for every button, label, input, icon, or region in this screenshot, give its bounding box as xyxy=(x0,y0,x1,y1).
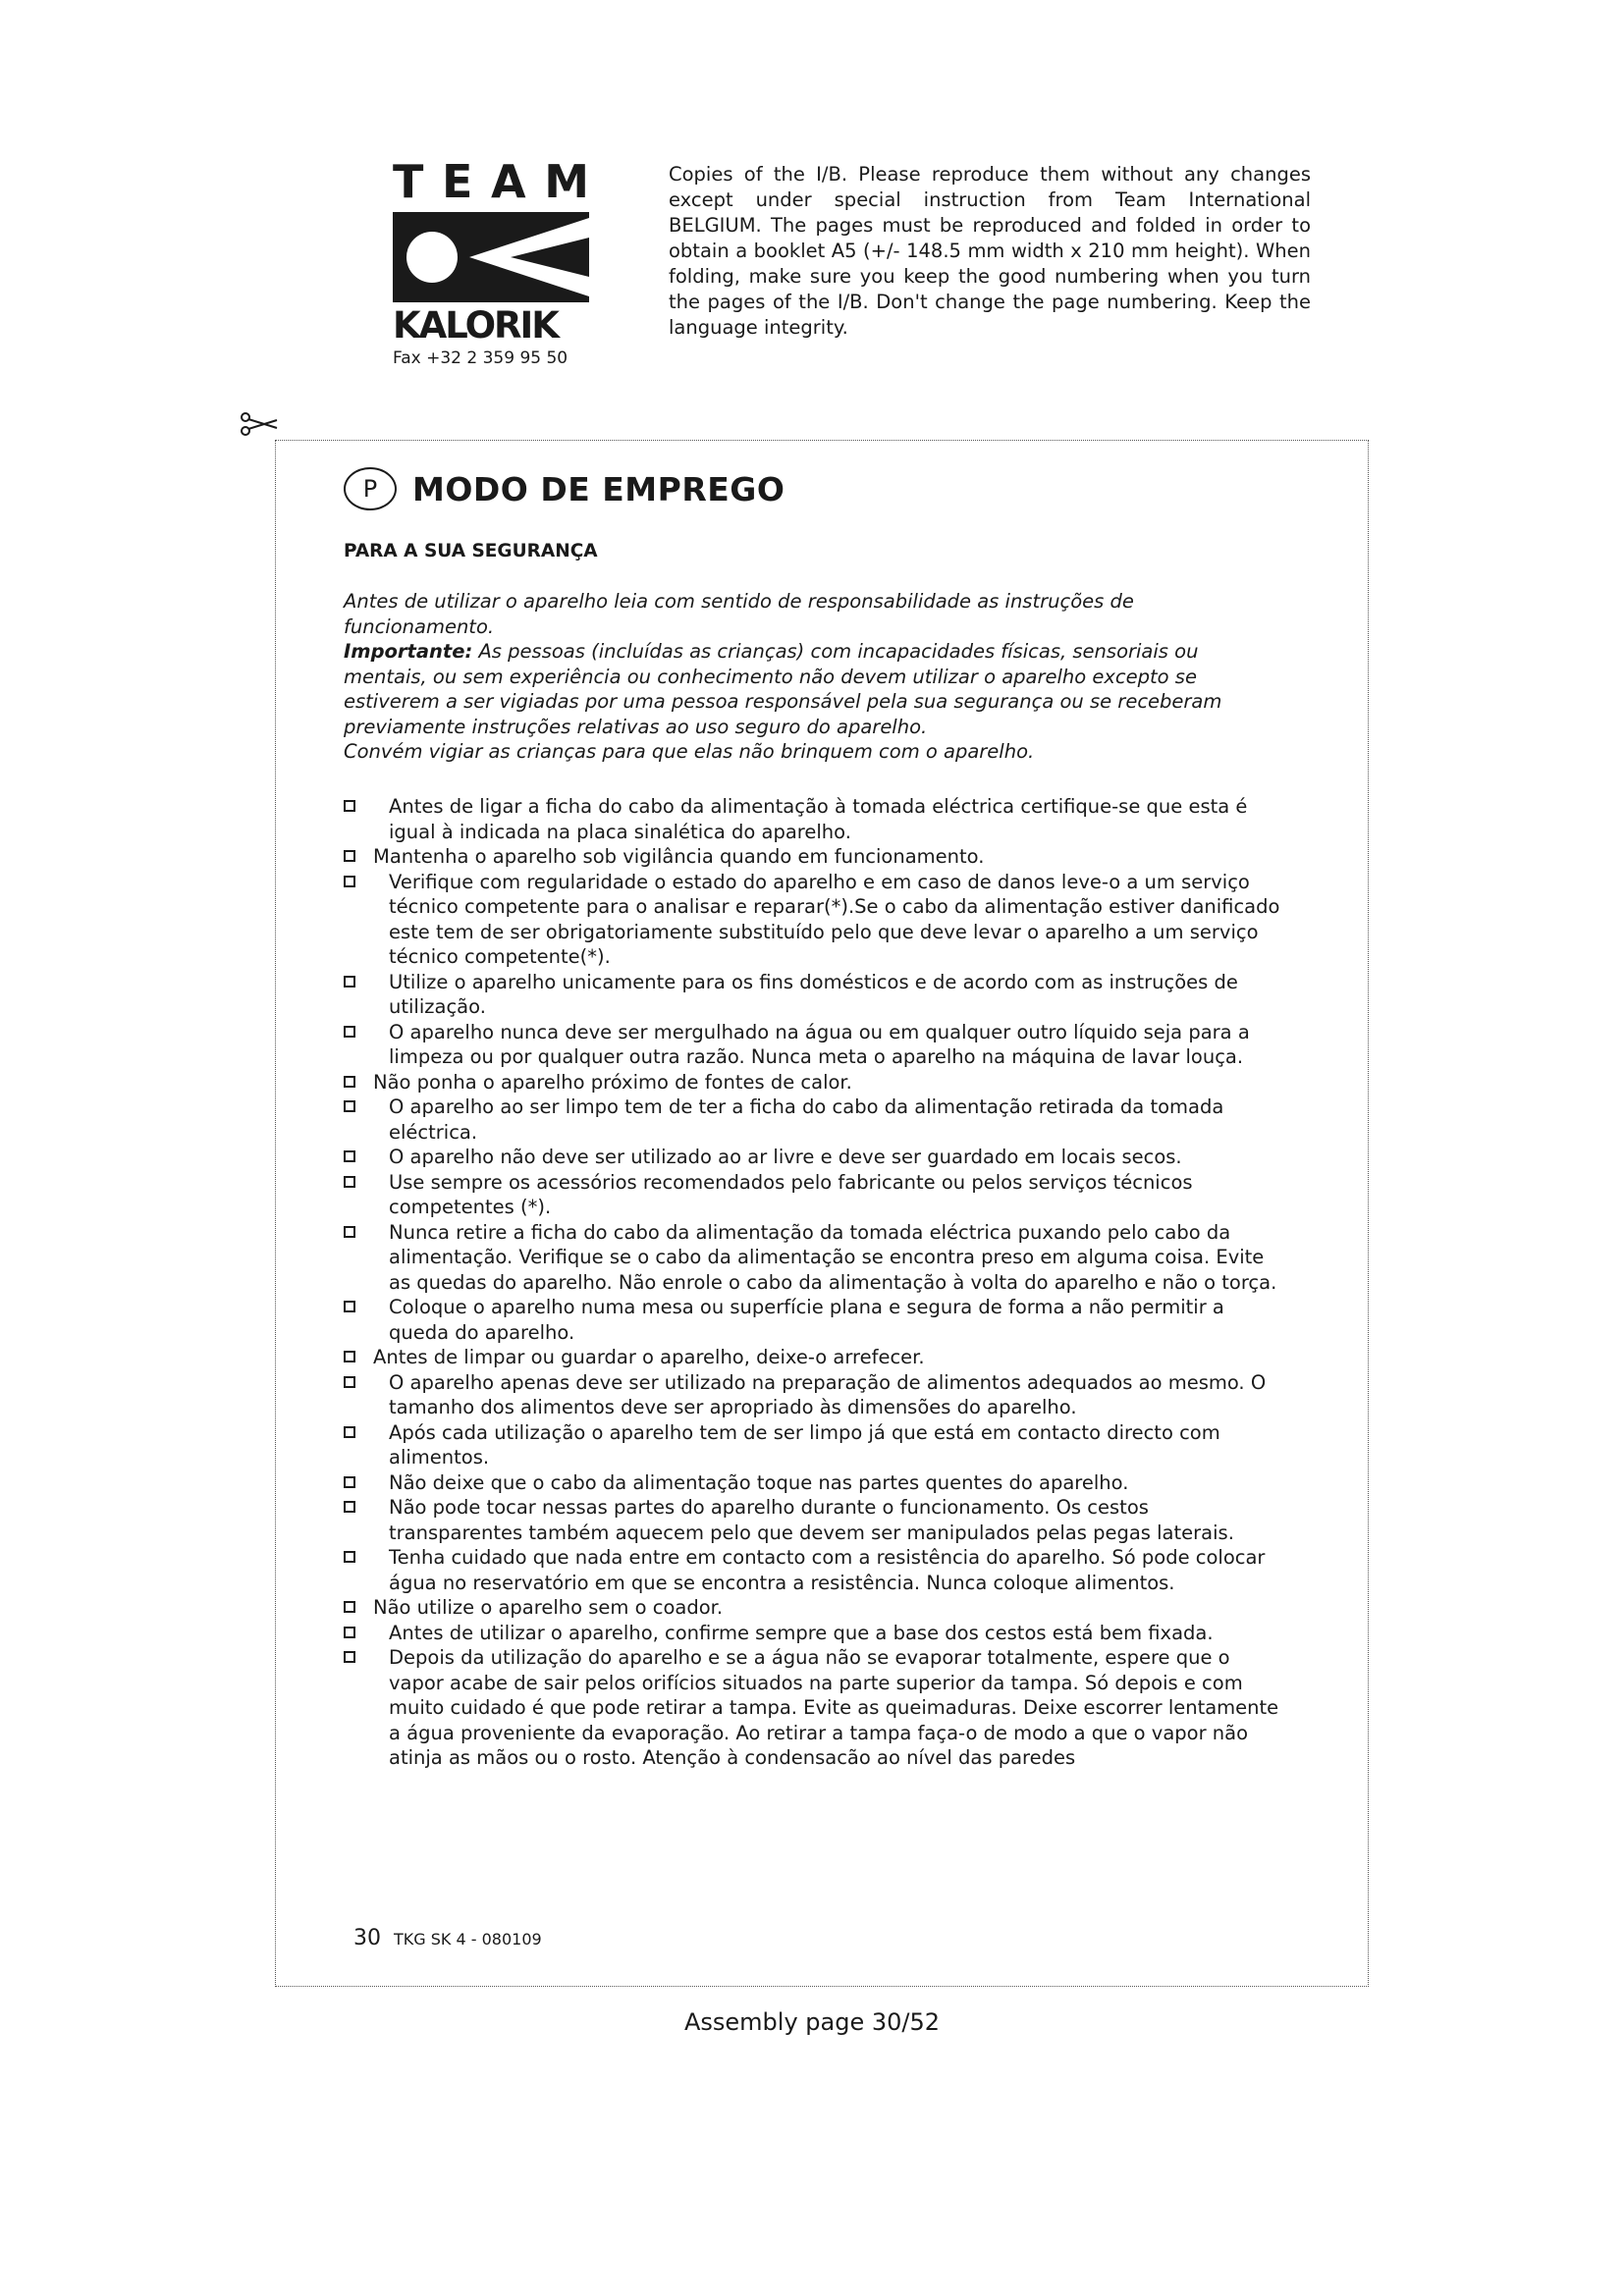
scissors-icon xyxy=(240,412,279,436)
safety-rule xyxy=(344,844,1286,870)
safety-rule-text: Antes de utilizar o aparelho, confirme sempre que a base dos cestos está bem fixada. xyxy=(389,1621,1214,1644)
safety-rule-text: Depois da utilização do aparelho e se a água não se evaporar totalmente, espere que o vapor acabe de sair pelos orifícios situados na parte superior da tampa. Só depois e com muito cuidado é que pode retirar a tampa. Evite as queimaduras. Deixe escorrer lentamente a água proveniente da evaporação. Ao retirar a tampa faça-o de modo a que o vapor não atinja as mãos ou o rosto. Atenção à condensacão ao nível das paredes xyxy=(389,1646,1279,1769)
checkbox-bullet-icon xyxy=(344,1601,355,1613)
page-number: 30 xyxy=(353,1926,381,1950)
team-letter: T xyxy=(393,155,424,208)
safety-rule-text: Não ponha o aparelho próximo de fontes de calor. xyxy=(373,1070,852,1094)
safety-rule-text: O aparelho apenas deve ser utilizado na preparação de alimentos adequados ao mesmo. O tamanho dos alimentos deve ser apropriado às dimensões do aparelho. xyxy=(389,1370,1267,1418)
checkbox-bullet-icon xyxy=(344,1551,355,1563)
safety-rule xyxy=(344,794,1286,844)
safety-rule xyxy=(344,1145,1286,1170)
important-paragraph xyxy=(344,639,1286,739)
safety-rule-text: Tenha cuidado que nada entre em contacto com a resistência do aparelho. Só pode colocar água no reservatório em que se encontra a resistência. Nunca coloque alimentos. xyxy=(389,1546,1266,1594)
checkbox-bullet-icon xyxy=(344,1176,355,1188)
team-letter: A xyxy=(491,155,526,208)
safety-rule xyxy=(344,1495,1286,1545)
safety-rule xyxy=(344,1370,1286,1420)
assembly-page-label: Assembly page 30/52 xyxy=(683,2008,941,2036)
fax-number: Fax +32 2 359 95 50 xyxy=(393,348,568,368)
team-wordmark xyxy=(393,155,589,208)
team-kalorik-logo xyxy=(393,155,601,369)
checkbox-bullet-icon xyxy=(344,1351,355,1362)
safety-rule xyxy=(344,1095,1286,1145)
copy-instructions: Copies of the I/B. Please reproduce them without any changes except under special instruction from Team International BELGIUM. The pages must be reproduced and folded in order to obtain a booklet A5 (+/- 148.5 mm width x 210 mm height). When folding, make sure you keep the good numbering when you turn the pages of the I/B. Don't change the page numbering. Keep the language integrity. xyxy=(669,163,1311,339)
team-letter: M xyxy=(544,155,589,208)
checkbox-bullet-icon xyxy=(344,1426,355,1438)
safety-rule-text: Mantenha o aparelho sob vigilância quando em funcionamento. xyxy=(373,845,985,868)
safety-rule xyxy=(344,1545,1286,1595)
safety-rule xyxy=(344,1621,1286,1646)
safety-rule-text: Utilize o aparelho unicamente para os fins domésticos e de acordo com as instruções de utilização. xyxy=(389,970,1238,1018)
safety-rule xyxy=(344,1170,1286,1220)
safety-rule-text: Verifique com regularidade o estado do aparelho e em caso de danos leve-o a um serviço técnico competente para o analisar e reparar(*).Se o cabo da alimentação estiver danificado este tem de ser obrigatoriamente substituído pelo que deve levar o aparelho a um serviço técnico competente(*). xyxy=(389,870,1280,968)
safety-rule xyxy=(344,1595,1286,1621)
safety-rule-text: Após cada utilização o aparelho tem de ser limpo já que está em contacto directo com alimentos. xyxy=(389,1420,1220,1468)
checkbox-bullet-icon xyxy=(344,850,355,862)
safety-rule-text: Não utilize o aparelho sem o coador. xyxy=(373,1596,724,1619)
team-letter: E xyxy=(441,155,473,208)
safety-rules-list xyxy=(344,794,1286,1771)
checkbox-bullet-icon xyxy=(344,800,355,812)
checkbox-bullet-icon xyxy=(344,1026,355,1038)
checkbox-bullet-icon xyxy=(344,1301,355,1312)
checkbox-bullet-icon xyxy=(344,976,355,988)
safety-rule-text: Nunca retire a ficha do cabo da alimentação da tomada eléctrica puxando pelo cabo da alimentação. Verifique se o cabo da alimentação se encontra preso em alguma coisa. Evite as quedas do aparelho. Não enrole o cabo da alimentação à volta do aparelho e não o torça. xyxy=(389,1220,1277,1294)
safety-rule xyxy=(344,1420,1286,1470)
safety-rule xyxy=(344,970,1286,1020)
safety-rule-text: Use sempre os acessórios recomendados pelo fabricante ou pelos serviços técnicos competentes (*). xyxy=(389,1170,1193,1218)
intro-text xyxy=(344,589,1286,765)
checkbox-bullet-icon xyxy=(344,1376,355,1388)
checkbox-bullet-icon xyxy=(344,1501,355,1513)
safety-rule xyxy=(344,1020,1286,1070)
checkbox-bullet-icon xyxy=(344,1226,355,1238)
checkbox-bullet-icon xyxy=(344,1076,355,1088)
safety-rule xyxy=(344,1220,1286,1296)
kalorik-mark-icon xyxy=(393,212,589,302)
checkbox-bullet-icon xyxy=(344,1627,355,1638)
safety-rule xyxy=(344,1470,1286,1496)
checkbox-bullet-icon xyxy=(344,1150,355,1162)
safety-rule xyxy=(344,1345,1286,1370)
language-badge: P xyxy=(344,467,397,510)
intro-paragraph: Antes de utilizar o aparelho leia com sentido de responsabilidade as instruções de funcionamento. xyxy=(344,590,1134,638)
safety-rule-text: Antes de ligar a ficha do cabo da alimentação à tomada eléctrica certifique-se que esta é igual à indicada na placa sinalética do aparelho. xyxy=(389,795,1248,843)
safety-rule xyxy=(344,1295,1286,1345)
checkbox-bullet-icon xyxy=(344,1100,355,1112)
safety-rule-text: O aparelho não deve ser utilizado ao ar livre e deve ser guardado em locais secos. xyxy=(389,1146,1182,1168)
supervision-paragraph: Convém vigiar as crianças para que elas não brinquem com o aparelho. xyxy=(344,740,1035,763)
safety-rule xyxy=(344,870,1286,970)
kalorik-wordmark: KALORIK xyxy=(393,304,558,347)
safety-rule-text: Não pode tocar nessas partes do aparelho durante o funcionamento. Os cestos transparentes também aquecem pelo que devem ser manipulados pelas pegas laterais. xyxy=(389,1496,1234,1544)
page-title: MODO DE EMPREGO xyxy=(412,469,785,508)
safety-rule-text: Antes de limpar ou guardar o aparelho, deixe-o arrefecer. xyxy=(373,1346,925,1368)
checkbox-bullet-icon xyxy=(344,1651,355,1663)
section-heading xyxy=(344,467,785,510)
safety-rule xyxy=(344,1070,1286,1095)
safety-rule-text: O aparelho nunca deve ser mergulhado na água ou em qualquer outro líquido seja para a limpeza ou por qualquer outra razão. Nunca meta o aparelho na máquina de lavar louça. xyxy=(389,1020,1250,1068)
section-subtitle: PARA A SUA SEGURANÇA xyxy=(344,541,598,561)
important-label: Importante: xyxy=(344,640,473,663)
important-text: As pessoas (incluídas as crianças) com incapacidades físicas, sensoriais ou mentais, ou sem experiência ou conhecimento não devem utilizar o aparelho excepto se estiverem a ser vigiadas por uma pessoa responsável pela sua segurança ou se receberam previamente instruções relativas ao uso seguro do aparelho. xyxy=(344,640,1222,738)
safety-rule-text: Não deixe que o cabo da alimentação toque nas partes quentes do aparelho. xyxy=(389,1470,1129,1494)
page-footer xyxy=(353,1926,542,1950)
safety-rule-text: O aparelho ao ser limpo tem de ter a ficha do cabo da alimentação retirada da tomada eléctrica. xyxy=(389,1095,1224,1144)
checkbox-bullet-icon xyxy=(344,876,355,887)
checkbox-bullet-icon xyxy=(344,1476,355,1488)
safety-rule xyxy=(344,1645,1286,1771)
safety-rule-text: Coloque o aparelho numa mesa ou superfície plana e segura de forma a não permitir a queda do aparelho. xyxy=(389,1296,1224,1344)
document-code: TKG SK 4 - 080109 xyxy=(394,1930,542,1949)
